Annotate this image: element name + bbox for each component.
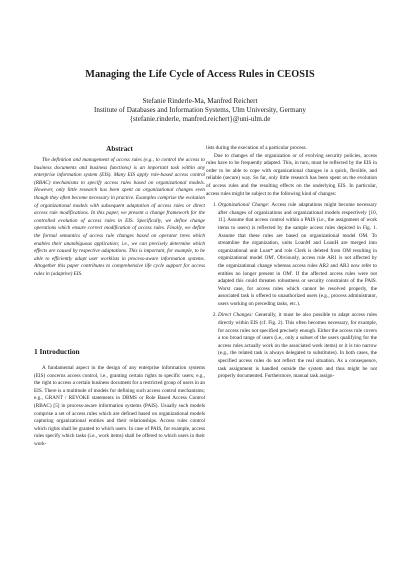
right-column — [206, 145, 377, 381]
paper-affiliation: Institute of Databases and Information Systems, Ulm University, Germany — [94, 106, 306, 114]
paper-email: {stefanie.rinderle, manfred.reichert}@uni-ulm.de — [129, 115, 271, 123]
right-paragraph-changes: Due to changes of the organization or of evolving security policies, access rules have to be frequently adapted. This, in turn, must be reflected by the EIS in order to be able to cope with organizational changes in a quick, flexible, and reliable (secure) way. So far, only little research has been spent on the evolution of access rules and the resulting effects on the underlying EIS. In particular, access rules might be subject to the following kind of changes: — [206, 152, 377, 197]
list-item-text: Generally, it must be also possible to adapt access rules directly within EIS (cf. Fig. 2). This often becomes necessary, for example, for access rules not specified precisely enough. Either the access rule covers a too broad range of users (i.e., only a subset of the users qualifying for the access rules actually work on the associated work items) or it is too narrow (e.g., the related task is always delegated to substitutes). In both cases, the specified access rules do not reflect the real situation. As a consequence, task assignment is handled outside the system and thus might be not properly documented. Furthermore, manual task assign- — [218, 312, 377, 380]
list-item-lead: Organizational Change: — [218, 202, 270, 209]
paper-authors: Stefanie Rinderle-Ma, Manfred Reichert — [142, 97, 258, 105]
list-item — [218, 202, 377, 308]
change-types-list — [206, 202, 377, 381]
abstract-heading: Abstract — [106, 145, 133, 153]
abstract-text: The definition and management of access rules (e.g., to control the access to business documents and business functions) is an important task within any enterprise information system (EIS). Many EIS apply role-based access control (RBAC) mechanisms to specify access rules based on organizational models. However, only little research has been spent on organizational changes even though they often become necessary in practice. Examples comprise the evolution of organizational models with subsequent adaptation of access rules or direct access rule modifications. In this paper, we present a change framework for the controlled evolution of access rules in EIS. Specifically, we define change operations which ensure correct modification of access rules. Finally, we define the formal semantics of access rule changes based on operator trees which enables their unambiguous application; i.e., we can precisely determine which effects are caused by respective adaptations. This is important, for example, to be able to efficiently adapt user worklists in process-aware information systems. Altogether this paper contributes to comprehensive life cycle support for access rules in (adaptive) EIS. — [34, 157, 205, 277]
left-column — [34, 145, 205, 279]
list-item-text: Access rule adaptations might become necessary after changes of organizations and organizational models respectively [10, 11]. Assume that access control within a PAIS (i.e., the assignment of work items to users) is reflected by the sample access rules depicted in Fig. 1. Assume that these rules are based on organizational model OM. To streamline the organization, units LoanM and LoanH are merged into organizational unit Loan* and role Clerk is deleted from OM resulting in organizational model OM'. Obviously, access rule AR1 is not affected by the organizational change whereas access rules AR2 and AR3 now refer to entities no longer present in OM'. If the affected access rules were not adapted this could threaten robustness or security constraints of the PAIS. Worst case, for access rules which cannot be resolved properly, the associated task is offered to unauthorized users (e.g., process administrator, users working on preceding tasks, etc.). — [218, 202, 377, 307]
paper-title: Managing the Life Cycle of Access Rules in CEOSIS — [85, 69, 315, 80]
right-paragraph-continued: lists during the execution of a particular process. — [206, 145, 307, 151]
list-item — [218, 312, 377, 380]
introduction-heading: 1 Introduction — [34, 347, 80, 356]
introduction-paragraph: A fundamental aspect in the design of any enterprise information systems (EIS) concerns access control, i.e., granting certain rights to specific users; e.g., the right to access a certain business document for a restricted group of users in an EIS. There is a multitude of models for defining such access control mechanisms; e.g., GRANT / REVOKE statements in DBMS or Role Based Access Control (RBAC) [5] in process-aware information systems (PAIS). Usually such models comprise a set of access rules which are defined based on organizational models capturing organizational entities and their relationships. Access rules control which rights shall be granted to which users. In case of PAIS, for example, access rules specify which tasks (i.e., work items) shall be offered to which users in their work- — [34, 365, 205, 447]
list-item-lead: Direct Changes: — [218, 312, 254, 319]
